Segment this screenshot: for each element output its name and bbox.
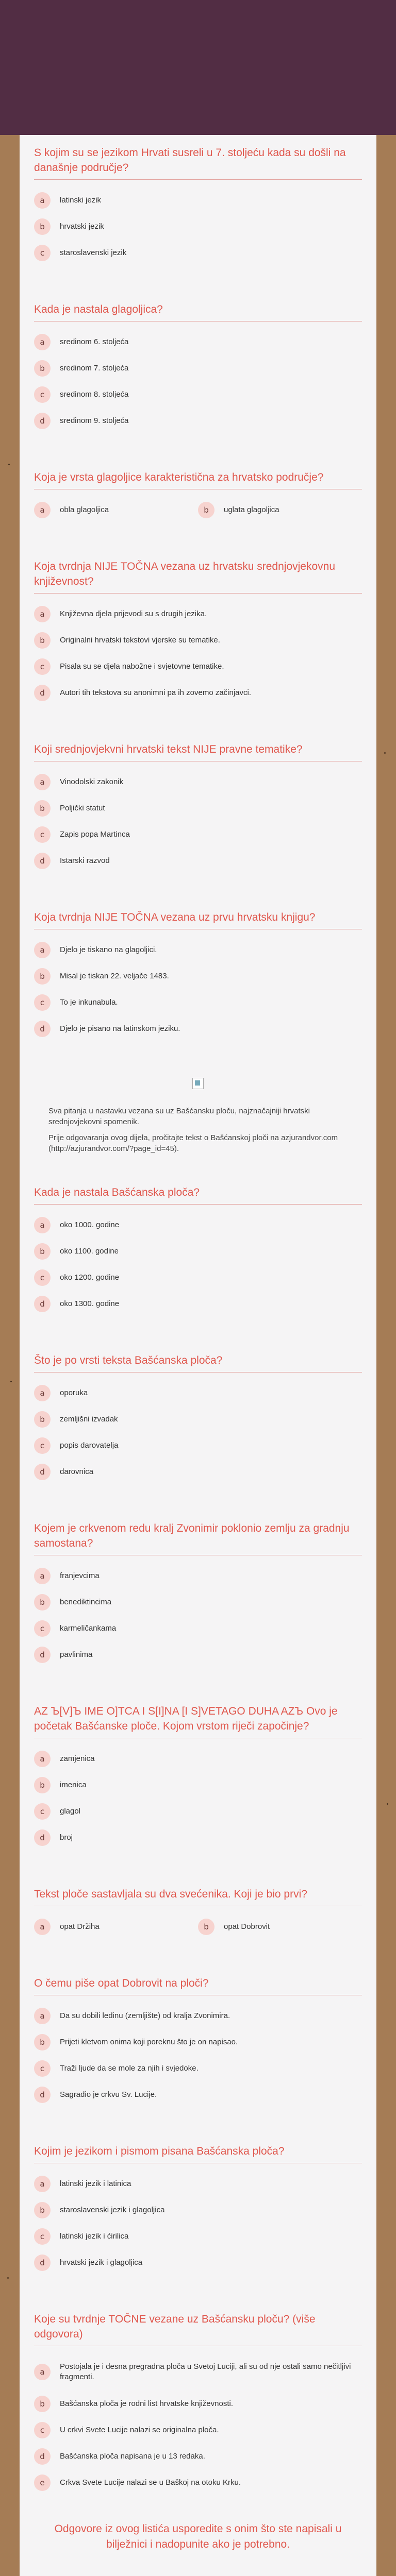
option-letter: a [34,606,51,622]
option-letter: a [34,502,51,518]
answer-option[interactable] [34,627,362,653]
answer-option[interactable] [34,680,362,706]
question-title: Koja tvrdnja NIJE TOČNA vezana uz hrvatsku srednjovjekovnu književnost? [34,559,362,594]
option-letter: b [34,2202,51,2218]
option-text: opat Dobrovit [224,1922,270,1931]
question [34,1976,362,2108]
question [34,559,362,706]
answer-option[interactable] [34,2353,362,2391]
answer-option[interactable] [34,653,362,680]
option-letter: b [34,2034,51,2050]
option-text: hrvatski jezik i glagoljica [60,2258,143,2267]
info-block [34,1078,362,1154]
option-letter: d [34,1829,51,1846]
answer-option[interactable] [34,2055,362,2081]
option-letter: b [34,1777,51,1793]
question-title: Kojem je crkvenom redu kralj Zvonimir poklonio zemlju za gradnju samostana? [34,1521,362,1555]
option-text: staroslavenski jezik i glagoljica [60,2205,165,2214]
answer-option[interactable] [34,2249,362,2276]
option-letter: c [34,658,51,675]
answer-option[interactable] [34,1641,362,1668]
answer-option[interactable] [34,213,362,240]
info-paragraph: Sva pitanja u nastavku vezana su uz Bašćansku ploču, najznačajniji hrvatski srednjovjekovni spomenik. [48,1107,310,1126]
option-letter: a [34,2364,51,2380]
option-letter: a [34,1217,51,1233]
option-text: popis darovatelja [60,1440,119,1450]
question-title: Što je po vrsti teksta Bašćanska ploča? [34,1353,362,1372]
option-text: Istarski razvod [60,856,110,865]
option-letter: c [34,245,51,261]
option-letter: a [34,1751,51,1767]
option-text: sredinom 7. stoljeća [60,363,129,372]
info-link-paragraph[interactable]: Prije odgovaranja ovog dijela, pročitajte tekst o Bašćanskoj ploči na azjurandvor.com (http://azjurandvor.com/?page_id=45). [48,1133,338,1153]
background-speck [384,752,386,754]
question [34,1185,362,1317]
option-letter: b [34,1594,51,1611]
question [34,302,362,434]
option-letter: c [34,1269,51,1286]
question-title: S kojim su se jezikom Hrvati susreli u 7. stoljeću kada su došli na današnje područje? [34,145,362,180]
option-text: Bašćanska ploča je rodni list hrvatske književnosti. [60,2399,233,2408]
option-letter: c [34,2422,51,2438]
option-text: Autori tih tekstova su anonimni pa ih zovemo začinjavci. [60,688,252,697]
answer-option[interactable] [34,1913,198,1940]
option-letter: d [34,1464,51,1480]
option-text: Bašćanska ploča napisana je u 13 redaka. [60,2451,205,2461]
option-letter: c [34,2228,51,2245]
answer-option[interactable] [34,1291,362,1317]
answer-option[interactable] [34,2443,362,2469]
option-letter: d [34,853,51,869]
option-text: broj [60,1833,73,1842]
answer-option[interactable] [34,989,362,1015]
option-text: Misal je tiskan 22. veljače 1483. [60,971,169,980]
option-text: latinski jezik i latinica [60,2179,131,2188]
option-letter: a [34,1385,51,1401]
option-text: obla glagoljica [60,505,109,514]
option-letter: d [34,2255,51,2271]
question-title: Kojim je jezikom i pismom pisana Bašćanska ploča? [34,2144,362,2163]
answer-option[interactable] [34,1589,362,1615]
option-text: Djelo je pisano na latinskom jeziku. [60,1024,180,1033]
option-letter: b [34,632,51,649]
option-letter: a [34,2176,51,2192]
answer-option[interactable] [34,601,362,627]
worksheet [20,135,376,2576]
answer-option[interactable] [34,187,362,213]
question [34,1704,362,1851]
question-title: Koja je vrsta glagoljice karakteristična za hrvatsko područje? [34,470,362,489]
option-text: oko 1300. godine [60,1299,120,1308]
option-letter: b [34,2396,51,2412]
option-text: oko 1200. godine [60,1273,120,1282]
answer-option[interactable] [198,1913,362,1940]
question-title: AZ Ъ[V]Ъ IME O]TCA I S[I]NA [I S]VETAGO DUHA AZЪ Ovo je početak Bašćanske ploče. Kojom vrstom riječi započinje? [34,1704,362,1738]
option-text: darovnica [60,1467,94,1476]
option-text: staroslavenski jezik [60,248,127,257]
option-letter: a [34,192,51,209]
answer-option[interactable] [34,821,362,848]
answer-option[interactable] [34,2223,362,2249]
answer-option[interactable] [34,2081,362,2108]
answer-option[interactable] [34,1459,362,1485]
answer-option[interactable] [34,1824,362,1851]
question [34,2312,362,2496]
option-letter: c [34,1437,51,1454]
answer-option[interactable] [34,2417,362,2443]
answer-option[interactable] [34,408,362,434]
answer-option[interactable] [34,1264,362,1291]
option-text: oko 1000. godine [60,1220,120,1229]
option-text: pavlinima [60,1650,93,1659]
background-speck [8,464,10,465]
answer-option[interactable] [34,2469,362,2496]
option-letter: b [198,502,214,518]
option-text: U crkvi Svete Lucije nalazi se originalna ploča. [60,2425,219,2434]
answer-option[interactable] [34,2003,362,2029]
option-text: Djelo je tiskano na glagoljici. [60,945,157,954]
option-text: glagol [60,1806,81,1816]
question [34,910,362,1042]
answer-option[interactable] [34,1406,362,1432]
option-text: Originalni hrvatski tekstovi vjerske su tematike. [60,635,220,645]
option-text: sredinom 9. stoljeća [60,416,129,425]
question-title: Tekst ploče sastavljala su dva svećenika. Koji je bio prvi? [34,1887,362,1906]
option-letter: d [34,1647,51,1663]
option-text: hrvatski jezik [60,222,104,231]
option-text: Književna djela prijevodi su s drugih jezika. [60,609,207,618]
option-letter: a [34,1568,51,1584]
option-letter: b [34,1411,51,1428]
option-text: opat Držiha [60,1922,100,1931]
option-text: zamjenica [60,1754,95,1763]
option-letter: b [34,800,51,817]
option-text: benediktincima [60,1597,112,1606]
answer-option[interactable] [34,1615,362,1641]
option-letter: a [34,1919,51,1935]
option-text: uglata glagoljica [224,505,279,514]
option-text: Pisala su se djela nabožne i svjetovne tematike. [60,662,224,671]
answer-option[interactable] [34,381,362,408]
question-title: Koje su tvrdnje TOČNE vezane uz Bašćansku ploču? (više odgovora) [34,2312,362,2346]
option-letter: c [34,2060,51,2077]
option-text: oko 1100. godine [60,1246,119,1256]
option-letter: c [34,994,51,1011]
option-text: latinski jezik [60,195,102,205]
background-speck [7,2277,9,2279]
option-letter: c [34,1803,51,1820]
option-text: oporuka [60,1388,88,1397]
option-letter: d [34,685,51,701]
answer-option[interactable] [34,937,362,963]
question [34,145,362,266]
option-letter: a [34,774,51,790]
option-letter: d [34,413,51,429]
option-text: Crkva Svete Lucije nalazi se u Baškoj na otoku Krku. [60,2478,241,2487]
answer-option[interactable] [34,1380,362,1406]
answer-option[interactable] [34,329,362,355]
question [34,1521,362,1668]
option-text: imenica [60,1780,87,1789]
question-title: Koji srednjovjekvni hrvatski tekst NIJE pravne tematike? [34,742,362,761]
option-text: franjevcima [60,1571,100,1580]
background-speck [387,1803,388,1805]
option-text: karmeličankama [60,1623,117,1633]
answer-option[interactable] [34,2171,362,2197]
question [34,742,362,874]
broken-image-icon [192,1078,204,1089]
option-letter: a [34,942,51,958]
option-text: latinski jezik i ćirilica [60,2231,129,2241]
answer-option[interactable] [34,497,198,523]
option-text: Zapis popa Martinca [60,829,130,839]
option-text: To je inkunabula. [60,997,118,1007]
option-text: Poljički statut [60,803,105,812]
option-letter: b [198,1919,214,1935]
option-text: Postojala je i desna pregradna ploča u Svetoj Luciji, ali su od nje ostali samo nečitljivi fragmenti. [60,2362,351,2381]
answer-option[interactable] [34,240,362,266]
option-letter: d [34,1021,51,1037]
answer-option[interactable] [34,1212,362,1238]
answer-option[interactable] [34,1432,362,1459]
option-letter: b [34,968,51,985]
answer-option[interactable] [34,1238,362,1264]
question [34,1353,362,1485]
option-letter: d [34,1296,51,1312]
option-text: Sagradio je crkvu Sv. Lucije. [60,2090,157,2099]
answer-option[interactable] [34,1563,362,1589]
option-letter: e [34,2475,51,2491]
closing-instruction: Odgovore iz ovog listića usporedite s onim što ste napisali u bilježnici i nadopunite ako je potrebno. [54,2523,342,2550]
question [34,2144,362,2276]
option-letter: b [34,360,51,377]
option-letter: c [34,386,51,403]
header-band [0,0,396,135]
background-speck [10,1381,12,1382]
option-text: Traži ljude da se mole za njih i svjedoke. [60,2063,199,2073]
answer-option[interactable] [34,2391,362,2417]
option-letter: b [34,1243,51,1260]
option-text: sredinom 6. stoljeća [60,337,129,346]
option-letter: c [34,826,51,843]
option-text: Da su dobili ledinu (zemljište) od kralja Zvonimira. [60,2011,230,2020]
answer-option[interactable] [34,2029,362,2055]
answer-option[interactable] [34,1798,362,1824]
answer-option[interactable] [34,1745,362,1772]
answer-option[interactable] [34,795,362,821]
answer-option[interactable] [198,497,362,523]
option-letter: d [34,2087,51,2103]
answer-option[interactable] [34,848,362,874]
option-text: sredinom 8. stoljeća [60,389,129,399]
option-letter: d [34,2448,51,2465]
question-title: O čemu piše opat Dobrovit na ploči? [34,1976,362,1995]
answer-option[interactable] [34,1772,362,1798]
answer-option[interactable] [34,2197,362,2223]
option-letter: c [34,1620,51,1637]
question-title: Kada je nastala Bašćanska ploča? [34,1185,362,1205]
option-letter: a [34,334,51,350]
question [34,470,362,523]
option-text: Prijeti kletvom onima koji poreknu što je on napisao. [60,2037,238,2046]
answer-option[interactable] [34,963,362,989]
option-letter: a [34,2008,51,2024]
option-text: zemljišni izvadak [60,1414,118,1423]
option-letter: b [34,218,51,235]
answer-option[interactable] [34,1015,362,1042]
option-text: Vinodolski zakonik [60,777,124,786]
question-title: Kada je nastala glagoljica? [34,302,362,321]
question-title: Koja tvrdnja NIJE TOČNA vezana uz prvu hrvatsku knjigu? [34,910,362,929]
answer-option[interactable] [34,769,362,795]
question [34,1887,362,1940]
answer-option[interactable] [34,355,362,381]
